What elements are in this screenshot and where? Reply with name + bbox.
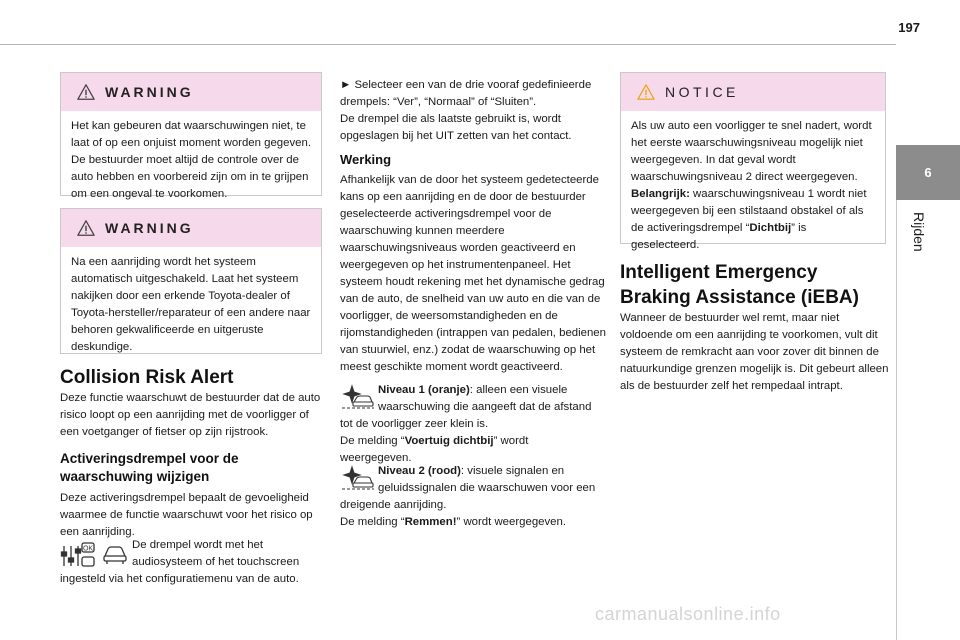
watermark: carmanualsonline.info bbox=[595, 604, 781, 624]
text-span: : alleen een visuele bbox=[469, 384, 568, 396]
text-line: audiosysteem of het touchscreen bbox=[132, 556, 300, 568]
threshold-name: Dichtbij bbox=[749, 222, 792, 234]
text-line: dreigende aanrijding. bbox=[340, 499, 447, 511]
level1-description-tail bbox=[340, 416, 610, 467]
title-line: Intelligent Emergency bbox=[620, 262, 818, 283]
text-line: opgeslagen bij het UIT zetten van het contact. bbox=[340, 130, 572, 142]
text-span: ” is geselecteerd. bbox=[631, 222, 807, 251]
chapter-label: Rijden bbox=[911, 212, 927, 252]
warning-icon bbox=[77, 83, 95, 101]
notice-box bbox=[620, 72, 886, 251]
text-line bbox=[340, 514, 610, 531]
notice-text: Als uw auto een voorligger te snel nadert, wordt het eerste waarschuwingsniveau mogelijk niet weergegeven. In dat geval wordt waarschuwingsniveau 2 direct weergegeven. bbox=[631, 120, 872, 183]
notice-body bbox=[621, 111, 885, 262]
text-line bbox=[378, 463, 610, 480]
text-line: waarschuwing die aangeeft dat de afstand bbox=[378, 401, 592, 413]
warning-header bbox=[61, 73, 321, 111]
level2-description-tail bbox=[340, 497, 610, 531]
notice-important bbox=[631, 186, 875, 254]
text-line: ► Selecteer een van de drie vooraf gedefinieerde bbox=[340, 79, 592, 91]
text-line: De drempel wordt met het bbox=[132, 539, 264, 551]
level2-description bbox=[378, 463, 610, 497]
warning-text: Na een aanrijding wordt het systeem automatisch uitgeschakeld. Laat het systeem nakijken door een erkende Toyota-dealer of Toyota-hersteller/reparateur of een andere naar behoren gekwalificeerde en uitgeruste deskundige. bbox=[71, 256, 311, 353]
car-icon bbox=[102, 543, 128, 565]
text-line bbox=[340, 433, 610, 450]
threshold-title-line: waarschuwing wijzigen bbox=[60, 469, 210, 484]
text-span: De melding “ bbox=[340, 516, 405, 528]
text-span: waarschuwingsniveau 1 wordt niet weergegeven bij een stilstaand obstakel of als de activeringsdrempel “ bbox=[631, 188, 867, 234]
werking-title: Werking bbox=[340, 152, 392, 167]
text-span: : visuele signalen en bbox=[460, 465, 565, 477]
notice-header bbox=[621, 73, 885, 111]
text-line: De drempel die als laatste gebruikt is, wordt bbox=[340, 113, 561, 125]
svg-text:OK: OK bbox=[82, 545, 94, 553]
select-instruction bbox=[340, 77, 610, 145]
text-line: geluidssignalen die waarschuwen voor een bbox=[378, 482, 596, 494]
level1-label: Niveau 1 (oranje) bbox=[378, 384, 470, 396]
level2-message: Remmen! bbox=[404, 516, 457, 528]
ieba-text: Wanneer de bestuurder wel remt, maar niet voldoende om een aanrijding te voorkomen, vult dit systeem de remkracht aan voor zover dit binnen de natuurkundige grenzen mogelijk is. Dit gebeurt alleen als de bestuurder zelf het rempedaal intrapt. bbox=[620, 312, 889, 392]
warning-box-2 bbox=[60, 208, 322, 354]
ieba-title bbox=[620, 260, 890, 310]
notice-icon bbox=[637, 83, 655, 101]
text-line: weergegeven. bbox=[340, 452, 412, 464]
warning-icon bbox=[77, 219, 95, 237]
warning-title: WARNING bbox=[105, 84, 194, 100]
collision-alert-icon bbox=[340, 384, 374, 410]
side-rule bbox=[896, 200, 897, 640]
text-line bbox=[378, 382, 610, 399]
werking-text: Afhankelijk van de door het systeem gedetecteerde kans op een aanrijding en de door de bestuurder geselecteerde activeringsdrempel voor de waarschuwing kunnen meerdere waarschuwingsniveaus worden geactiveerd en weergegeven op het instrumentenpaneel. Het systeem houdt rekening met het dynamische gedrag van de auto, de snelheid van uw auto en die van de voorligger, de weersomstandigheden en de rijomstandigheden (intrappen van pedalen, bedienen van stuurwiel, enz.) zodat de waarschuwing op het meest geschikte moment wordt geactiveerd. bbox=[340, 174, 606, 373]
page-number: 197 bbox=[898, 20, 920, 35]
threshold-icon-text bbox=[132, 537, 332, 571]
chapter-tab[interactable]: 6 bbox=[896, 145, 960, 200]
text-span: ” wordt weergegeven. bbox=[456, 516, 567, 528]
important-label: Belangrijk: bbox=[631, 188, 690, 200]
level1-description bbox=[378, 382, 610, 416]
threshold-title bbox=[60, 450, 322, 486]
notice-title: NOTICE bbox=[665, 84, 739, 100]
text-span: De melding “ bbox=[340, 435, 405, 447]
collision-title: Collision Risk Alert bbox=[60, 367, 234, 388]
threshold-icon-text-tail: ingesteld via het configuratiemenu van de auto. bbox=[60, 573, 299, 585]
text-line: tot de voorligger zeer klein is. bbox=[340, 418, 489, 430]
warning-header bbox=[61, 209, 321, 247]
warning-text: Het kan gebeuren dat waarschuwingen niet, te laat of op een onjuist moment worden gegeven. De bestuurder moet altijd de controle over de auto hebben en voorbereid zijn om in te grijpen om een ongeval te voorkomen. bbox=[71, 120, 311, 200]
collision-alert-icon bbox=[340, 465, 374, 491]
level2-label: Niveau 2 (rood) bbox=[378, 465, 461, 477]
title-line: Braking Assistance (iEBA) bbox=[620, 287, 859, 308]
header-rule bbox=[0, 44, 896, 45]
warning-box-1 bbox=[60, 72, 322, 200]
collision-text: Deze functie waarschuwt de bestuurder dat de auto risico loopt op een aanrijding met de voorligger of een voetganger of fietser op zijn rijstrook. bbox=[60, 392, 321, 438]
threshold-title-line: Activeringsdrempel voor de bbox=[60, 451, 239, 466]
warning-title: WARNING bbox=[105, 220, 194, 236]
level1-message: Voertuig dichtbij bbox=[404, 435, 494, 447]
threshold-text: Deze activeringsdrempel bepaalt de gevoeligheid waarmee de functie waarschuwt voor het risico op een aanrijding. bbox=[60, 492, 313, 538]
text-line: drempels: “Ver”, “Normaal” of “Sluiten”. bbox=[340, 96, 537, 108]
settings-icon bbox=[60, 540, 96, 570]
text-span: ” wordt bbox=[493, 435, 529, 447]
